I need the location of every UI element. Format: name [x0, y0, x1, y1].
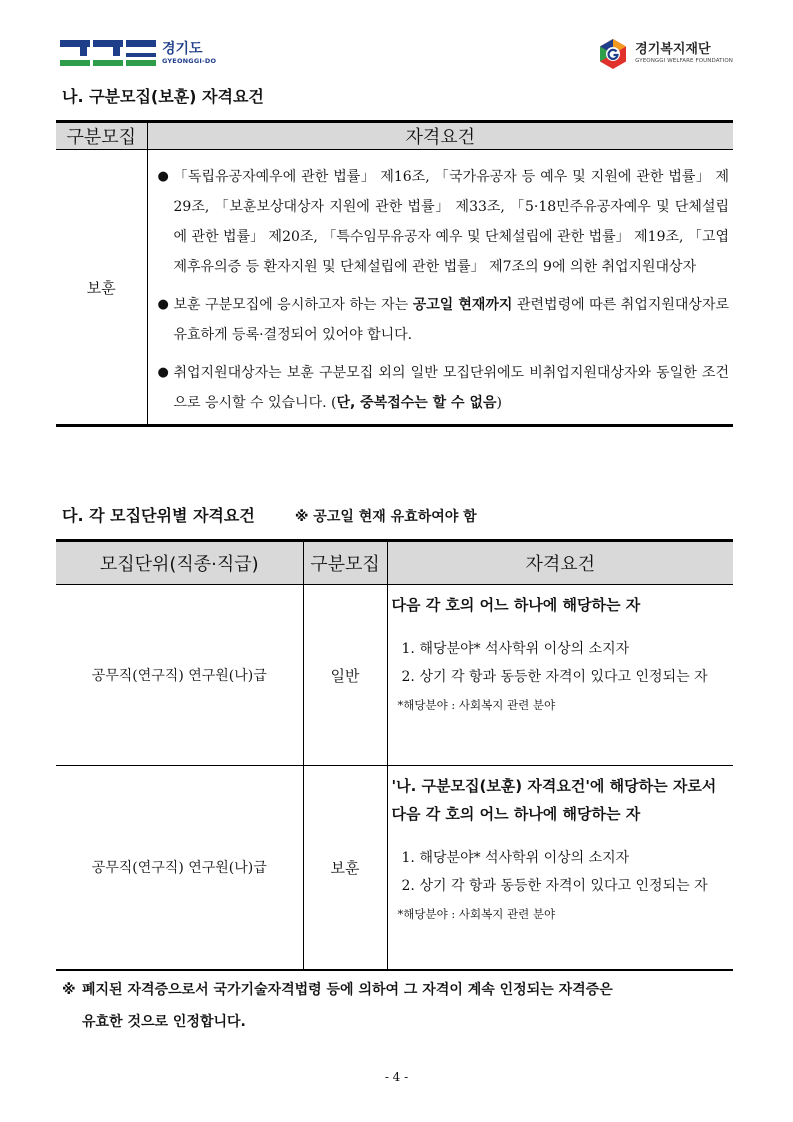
bullet-emphasis: 단, 중복접수는 할 수 없음: [336, 395, 497, 411]
col-header-type: 구분모집: [303, 541, 387, 585]
unit-requirements-table: [56, 539, 733, 971]
requirement-list: [392, 635, 730, 691]
page-number: - 4 -: [384, 1070, 409, 1084]
footnote-line: 폐지된 자격증으로서 국가기술자격법령 등에 의하여 그 자격이 계속 인정되는 자격증은: [82, 982, 613, 998]
section-na-title: 나. 구분모집(보훈) 자격요건: [62, 87, 264, 106]
requirement-cell: [387, 766, 733, 970]
page-header: [0, 0, 793, 80]
col-header-requirements: 자격요건: [147, 122, 733, 150]
requirement-cell: [387, 585, 733, 766]
requirement-lead: 다음 각 호의 어느 하나에 해당하는 자: [391, 596, 641, 614]
veteran-requirements-table: [56, 120, 733, 427]
bullet-text: 취업지원대상자는 보훈 구분모집 외의 일반 모집단위에도 비취업지원대상자와 동일한 조건으로 응시할 수 있습니다. (: [173, 365, 729, 411]
requirement-lead: '나. 구분모집(보훈) 자격요건'에 해당하는 자로서 다음 각 호의 어느 하나에 해당하는 자: [391, 777, 717, 823]
bullet-text: ): [496, 395, 502, 411]
list-item: 2. 상기 각 항과 동등한 자격이 있다고 인정되는 자: [401, 669, 708, 685]
row-label-veteran: 보훈: [56, 150, 147, 426]
field-footnote: *해당분야 : 사회복지 관련 분야: [397, 698, 556, 712]
gyeonggi-name-en: GYEONGGI-DO: [162, 56, 217, 65]
list-item: 1. 해당분야* 석사학위 이상의 소지자: [401, 850, 630, 866]
bullet-item: ● 취업지원대상자는 보훈 구분모집 외의 일반 모집단위에도 비취업지원대상자와 동일한 조건으로 응시할 수 있습니다. (단, 중복접수는 할 수 없음): [157, 365, 729, 411]
certificate-footnote: [62, 974, 738, 1038]
section-da-note: ※ 공고일 현재 유효하여야 함: [294, 509, 477, 525]
col-header-requirements: 자격요건: [387, 541, 733, 585]
bullet-text: 보훈 구분모집에 응시하고자 하는 자는: [173, 297, 413, 313]
list-item: 1. 해당분야* 석사학위 이상의 소지자: [401, 641, 630, 657]
unit-cell: 공무직(연구직) 연구원(나)급: [56, 766, 303, 970]
gwf-name-kr: 경기복지재단: [635, 42, 711, 58]
type-cell: 일반: [303, 585, 387, 766]
requirement-list: [392, 844, 730, 900]
gwf-logo-icon: [597, 38, 629, 70]
requirements-cell: [147, 150, 733, 426]
bullet-text-laws: 「독립유공자예우에 관한 법률」 제16조, 「국가유공자 등 예우 및 지원에 관한 법률」 제29조, 「보훈보상대상자 지원에 관한 법률」 제33조, 「5·18민주유공자예우 및 단체설립에 관한 법률」 제20조, 「특수임무유공자 예우 및 단체설립에 관한 법률」 제19조, 「고엽제후유의증 등 환자지원 및 단체설립에 관한 법률」 제7조의 9에 의한 취업지원대상자: [173, 169, 729, 275]
col-header-category: 구분모집: [56, 122, 147, 150]
bullet-emphasis: 공고일 현재까지: [412, 297, 513, 313]
section-da-title: [62, 503, 477, 526]
bullet-item: ● 「독립유공자예우에 관한 법률」 제16조, 「국가유공자 등 예우 및 지원에 관한 법률」 제29조, 「보훈보상대상자 지원에 관한 법률」 제33조, 「5·18민주유공자예우 및 단체설립에 관한 법률」 제20조, 「특수임무유공자 예우 및 단체설립에 관한 법률」 제19조, 「고엽제후유의증 등 환자지원 및 단체설립에 관한 법률」 제7조의 9에 의한 취업지원대상자: [156, 162, 730, 282]
type-cell: 보훈: [303, 766, 387, 970]
reference-mark: ※: [62, 982, 76, 998]
col-header-unit: 모집단위(직종·직급): [56, 541, 303, 585]
footnote-line: 유효한 것으로 인정합니다.: [82, 1014, 246, 1030]
gyeonggi-name-kr: 경기도: [162, 40, 203, 57]
section-da-heading: 다. 각 모집단위별 자격요건: [62, 506, 255, 525]
bullet-item: ● 보훈 구분모집에 응시하고자 하는 자는 공고일 현재까지 관련법령에 따른 취업지원대상자로 유효하게 등록·결정되어 있어야 합니다.: [157, 297, 729, 343]
list-item: 2. 상기 각 항과 동등한 자격이 있다고 인정되는 자: [401, 878, 708, 894]
gyeonggi-logo: [60, 40, 216, 66]
bullet-text: 관련법령에 따른 취업지원대상자로 유효하게 등록·결정되어 있어야 합니다.: [173, 297, 729, 343]
unit-cell: 공무직(연구직) 연구원(나)급: [56, 585, 303, 766]
field-footnote: *해당분야 : 사회복지 관련 분야: [397, 907, 556, 921]
gwf-logo: [597, 38, 733, 70]
gyeonggi-logo-icon: [60, 40, 156, 66]
gwf-name-en: GYEONGGI WELFARE FOUNDATION: [635, 58, 733, 65]
